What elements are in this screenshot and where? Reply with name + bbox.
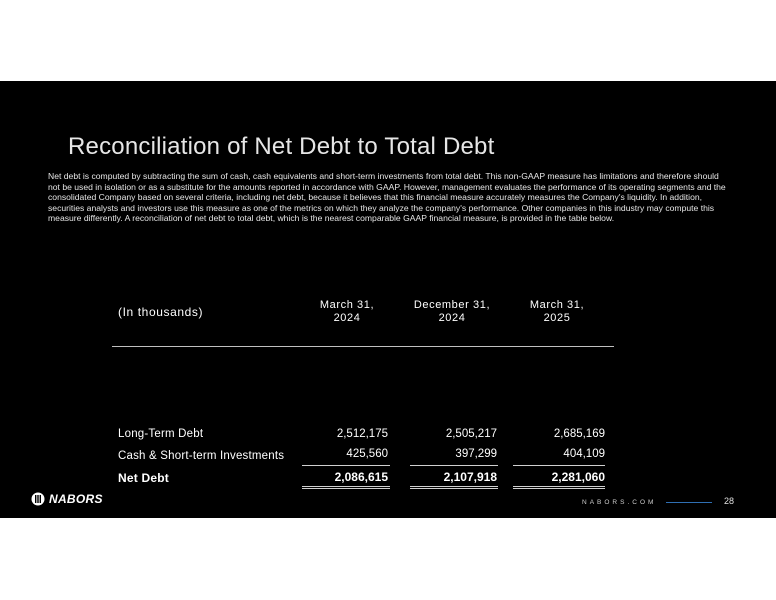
accent-line bbox=[666, 502, 712, 503]
unit-label: (In thousands) bbox=[118, 305, 204, 319]
column-header-line2: 2024 bbox=[438, 312, 466, 324]
company-logo bbox=[31, 492, 103, 506]
header-rule bbox=[112, 346, 614, 347]
column-header-line1: December 31, bbox=[413, 299, 491, 311]
website-text: NABORS.COM bbox=[582, 499, 657, 506]
total-rule bbox=[513, 486, 605, 487]
slide bbox=[0, 81, 776, 518]
cell-long-term-debt-dec-2024: 2,505,217 bbox=[445, 428, 497, 440]
row-label-long-term-debt: Long-Term Debt bbox=[118, 428, 204, 440]
total-rule bbox=[410, 486, 498, 487]
total-rule bbox=[302, 486, 390, 487]
total-rule bbox=[410, 488, 498, 489]
subtotal-rule bbox=[302, 465, 390, 466]
column-header-line1: March 31, bbox=[319, 299, 375, 311]
cell-long-term-debt-mar-2024: 2,512,175 bbox=[336, 428, 388, 440]
cell-net-debt-dec-2024: 2,107,918 bbox=[443, 470, 497, 484]
logo-text: NABORS bbox=[49, 492, 103, 506]
row-label-cash: Cash & Short-term Investments bbox=[118, 450, 285, 462]
cell-net-debt-mar-2025: 2,281,060 bbox=[551, 470, 605, 484]
column-header bbox=[502, 299, 612, 325]
cell-net-debt-mar-2024: 2,086,615 bbox=[334, 470, 388, 484]
total-rule bbox=[302, 488, 390, 489]
cell-cash-mar-2025: 404,109 bbox=[563, 448, 605, 460]
column-header-line2: 2024 bbox=[333, 312, 361, 324]
column-header bbox=[397, 299, 507, 325]
column-header-line1: March 31, bbox=[529, 299, 585, 311]
nabors-logo-icon bbox=[31, 492, 45, 506]
slide-title: Reconciliation of Net Debt to Total Debt bbox=[68, 133, 495, 160]
row-label-net-debt: Net Debt bbox=[118, 471, 169, 485]
subtotal-rule bbox=[410, 465, 498, 466]
cell-long-term-debt-mar-2025: 2,685,169 bbox=[553, 428, 605, 440]
intro-paragraph: Net debt is computed by subtracting the sum of cash, cash equivalents and short-term investments from total debt. This non-GAAP measure has limitations and therefore should not be used in isolation or as a substitute for the amounts reported in accordance with GAAP. However, management evaluates the performance of its operating segments and the consolidated Company based on several criteria, including net debt, because it believes that this financial measure accurately measures the Company's liquidity. In addition, securities analysts and investors use this measure as one of the metrics on which they analyze the company's performance. Other companies in this industry may compute this measure differently. A reconciliation of net debt to total debt, which is the nearest comparable GAAP financial measure, is provided in the table below. bbox=[48, 171, 726, 223]
column-header bbox=[292, 299, 402, 325]
subtotal-rule bbox=[513, 465, 605, 466]
total-rule bbox=[513, 488, 605, 489]
page-number: 28 bbox=[724, 496, 735, 506]
column-header-line2: 2025 bbox=[543, 312, 571, 324]
cell-cash-mar-2024: 425,560 bbox=[346, 448, 388, 460]
cell-cash-dec-2024: 397,299 bbox=[455, 448, 497, 460]
